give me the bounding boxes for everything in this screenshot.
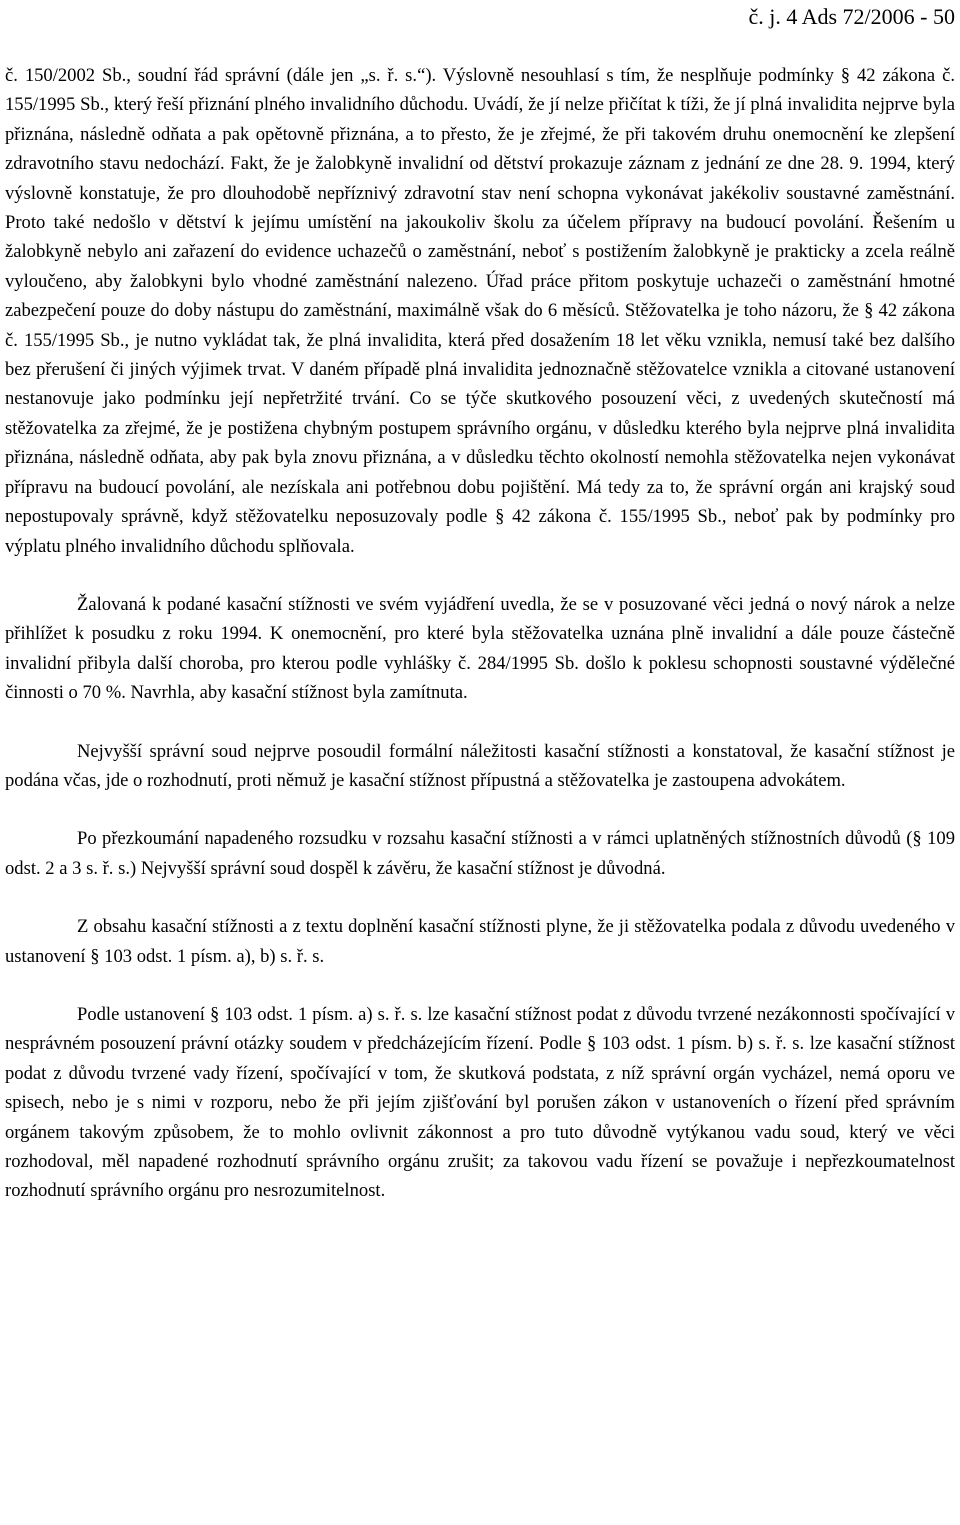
paragraph-complaint-arguments: č. 150/2002 Sb., soudní řád správní (dále jen „s. ř. s.“). Výslovně nesouhlasí s tím, že nesplňuje podmínky § 42 zákona č. 155/1995 Sb., který řeší přiznání plného invalidního důchodu. Uvádí, že jí nelze přičítat k tíži, že jí plná invalidita nejprve byla přiznána, následně odňata a pak opětovně přiznána, a to přesto, že je zřejmé, že při takovém druhu onemocnění ke zlepšení zdravotního stavu nedochází. Fakt, že je žalobkyně invalidní od dětství prokazuje záznam z jednání ze dne 28. 9. 1994, který výslovně konstatuje, že pro dlouhodobě nepříznivý zdravotní stav není schopna vykonávat jakékoliv soustavné zaměstnání. Proto také nedošlo v dětství k jejímu umístění na jakoukoliv školu za účelem přípravy na budoucí povolání. Řešením u žalobkyně nebylo ani zařazení do evidence uchazečů o zaměstnání, neboť s postižením žalobkyně je prakticky a zcela reálně vyloučeno, aby žalobkyni bylo vhodné zaměstnání nalezeno. Úřad práce přitom poskytuje uchazeči o zaměstnání hmotné zabezpečení pouze do doby nástupu do zaměstnání, maximálně však do 6 měsíců. Stěžovatelka je toho názoru, že § 42 zákona č. 155/1995 Sb., je nutno vykládat tak, že plná invalidita, která před dosažením 18 let věku vznikla, nemusí také bez dalšího bez přerušení či jiných výjimek trvat. V daném případě plná invalidita jednoznačně stěžovatelce vznikla a citované ustanovení nestanovuje jako podmínku její nepřetržité trvání. Co se týče skutkového posouzení věci, z uvedených skutečností má stěžovatelka za zřejmé, že je postižena chybným postupem správního orgánu, v důsledku kterého byla nejprve plná invalidita přiznána, následně odňata, aby pak byla znovu přiznána, a v důsledku těchto okolností nemohla stěžovatelka nejen vykonávat přípravu na budoucí povolání, ale nezískala ani potřebnou dobu pojištění. Má tedy za to, že správní orgán ani krajský soud nepostupovaly správně, když stěžovatelku neposuzovaly podle § 42 zákona č. 155/1995 Sb., neboť pak by podmínky pro výplatu plného invalidního důchodu splňovala.	[5, 65, 955, 557]
paragraph-formal-requirements: Nejvyšší správní soud nejprve posoudil formální náležitosti kasační stížnosti a konstatoval, že kasační stížnost je podána včas, jde o rozhodnutí, proti němuž je kasační stížnost přípustná a stěžovatelka je zastoupena advokátem.	[5, 740, 955, 791]
document-page	[5, 0, 955, 1206]
paragraph-legal-provision: Podle ustanovení § 103 odst. 1 písm. a) s. ř. s. lze kasační stížnost podat z důvodu tvrzené nezákonnosti spočívající v nesprávném posouzení právní otázky soudem v předcházejícím řízení. Podle § 103 odst. 1 písm. b) s. ř. s. lze kasační stížnost podat z důvodu tvrzené vady řízení, spočívající v tom, že skutková podstata, z níž správní orgán vycházel, nemá oporu ve spisech, nebo je s nimi v rozporu, nebo že při jejím zjišťování byl porušen zákon v ustanoveních o řízení před správním orgánem takovým způsobem, že to mohlo ovlivnit zákonnost a pro tuto důvodně vytýkanou vadu soud, který ve věci rozhodoval, měl napadené rozhodnutí správního orgánu zrušit; za takovou vadu řízení se považuje i nepřezkoumatelnost rozhodnutí správního orgánu pro nesrozumitelnost.	[5, 1003, 955, 1202]
paragraph-defendant-response: Žalovaná k podané kasační stížnosti ve svém vyjádření uvedla, že se v posuzované věci jedná o nový nárok a nelze přihlížet k posudku z roku 1994. K onemocnění, pro které byla stěžovatelka uznána plně invalidní a dále pouze částečně invalidní přibyla další choroba, pro kterou podle vyhlášky č. 284/1995 Sb. došlo k poklesu schopnosti soustavné výdělečné činnosti o 70 %. Navrhla, aby kasační stížnost byla zamítnuta.	[5, 593, 955, 704]
paragraph-grounds-of-complaint: Z obsahu kasační stížnosti a z textu doplnění kasační stížnosti plyne, že ji stěžovatelka podala z důvodu uvedeného v ustanovení § 103 odst. 1 písm. a), b) s. ř. s.	[5, 916, 955, 967]
case-number-header: č. j. 4 Ads 72/2006 - 50	[748, 4, 955, 29]
paragraph-review-conclusion: Po přezkoumání napadeného rozsudku v rozsahu kasační stížnosti a v rámci uplatněných stížnostních důvodů (§ 109 odst. 2 a 3 s. ř. s.) Nejvyšší správní soud dospěl k závěru, že kasační stížnost je důvodná.	[5, 828, 955, 879]
